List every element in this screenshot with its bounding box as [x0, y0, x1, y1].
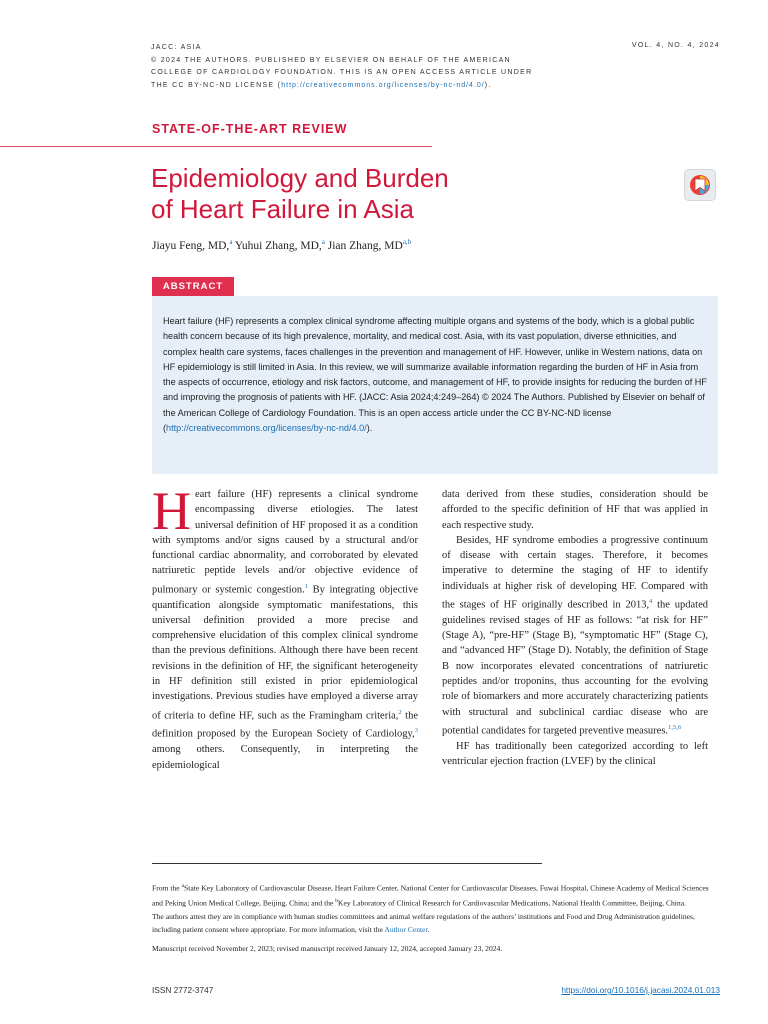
compliance-note: The authors attest they are in compliance with human studies committees and animal welfare regulations of the authors’ institutions and Food and Drug Administration guidelines, including patient consent where appropriate. For more information, visit the Author Center. [152, 912, 695, 934]
copyright-line-1: © 2024 THE AUTHORS. PUBLISHED BY ELSEVIER ON BEHALF OF THE AMERICAN [151, 56, 511, 64]
author-name[interactable]: Jian Zhang, MD [327, 239, 403, 252]
abstract-label: ABSTRACT [152, 277, 234, 296]
license-link[interactable]: http://creativecommons.org/licenses/by-nc-nd/4.0/ [281, 81, 485, 89]
reference-link[interactable]: 3 [414, 727, 418, 735]
journal-header [151, 42, 571, 92]
volume-info: VOL. 4, NO. 4, 2024 [631, 42, 720, 49]
journal-name: JACC: ASIA [151, 44, 202, 51]
manuscript-dates: Manuscript received November 2, 2023; revised manuscript received January 12, 2024, accepted January 23, 2024. [152, 944, 503, 954]
author-list [152, 238, 411, 252]
author-name[interactable]: Jiayu Feng, MD, [152, 239, 230, 252]
affiliations: From the $^a$State Key Laboratory of Cardiovascular Disease, Heart Failure Center, National Center for Cardiovascular Diseases, Fuwai Hospital, Chinese Academy of Medical Sciences and Peking Union Medical College, Beijing, China; and the $^b$Key Laboratory of Clinical Research for Cardiovascular Medications, National Health Committee, Beijing, China. [152, 883, 709, 908]
reference-link[interactable]: 4 [649, 598, 653, 606]
reference-link[interactable]: 2 [398, 708, 402, 716]
author-name[interactable]: Yuhui Zhang, MD, [234, 239, 322, 252]
affiliation-mark[interactable]: a [229, 238, 233, 246]
paragraph: data derived from these studies, consideration should be afforded to the specific definition of HF that was applied in each respective study. [442, 489, 708, 531]
reference-link[interactable]: 1 [304, 582, 309, 590]
body-column-right [442, 487, 708, 769]
paragraph: Besides, HF syndrome embodies a progressive continuum of disease with certain stages. Therefore, it becomes imperative to determine the staging of HF to identify individuals at higher risk of developing HF. Compared with the stages of HF originally described in 2013,$^4$ the updated guidelines revised stages of HF as follows: “at risk for HF” (Stage A), “pre-HF” (Stage B), “symptomatic HF” (Stage C), and “advanced HF” (Stage D). Notably, the definition of Stage B now incorporates elevated concentrations of natriuretic peptides and/or troponins, thus accounting for the evolving role of biomarkers and more accurately characterizing patients with structural and subclinical cardiac disease who are potential candidates for targeted preventive measures.$^{1,5,6}$ [442, 534, 708, 737]
crossmark-icon[interactable] [684, 169, 716, 201]
copyright-line-3: THE CC BY-NC-ND LICENSE (http://creativecommons.org/licenses/by-nc-nd/4.0/). [151, 81, 492, 89]
abstract-box [152, 296, 718, 474]
title-line-1: Epidemiology and Burden [151, 163, 449, 193]
paragraph: HF has traditionally been categorized according to left ventricular ejection fraction (LVEF) by the clinical [442, 740, 708, 768]
issn: ISSN 2772-3747 [152, 985, 214, 995]
title-line-2: of Heart Failure in Asia [151, 194, 415, 224]
article-title [151, 163, 551, 225]
paragraph: Heart failure (HF) represents a clinical syndrome encompassing diverse etiologies. The latest universal definition of HF proposed it as a condition with symptoms and/or signs caused by a structural and/or functional cardiac abnormality, and corroborated by elevated natriuretic peptide levels and/or objective evidence of pulmonary or systemic congestion.$^1$ By integrating objective quantification alongside symptomatic manifestations, this universal definition provided a more precise and comprehensive elucidation of this complex clinical syndrome than the previous definitions. Although there have been recent revisions in the definition of HF, the significant heterogeneity in HF definition still existed in prior epidemiological investigations. Previous studies have employed a diverse array of criteria to define HF, such as the Framingham criteria,$^2$ the definition proposed by the European Society of Cardiology,$^3$ among others. Consequently, in interpreting the epidemiological [152, 481, 418, 771]
license-link[interactable]: http://creativecommons.org/licenses/by-nc-nd/4.0/ [166, 423, 367, 434]
affiliation-mark[interactable]: a,b [402, 238, 412, 246]
body-column-left [152, 481, 418, 773]
footnote-rule [152, 863, 542, 864]
section-label: STATE-OF-THE-ART REVIEW [152, 122, 348, 136]
doi-link[interactable]: https://doi.org/10.1016/j.jacasi.2024.01.013 [561, 985, 720, 995]
footnotes [152, 880, 718, 957]
copyright-line-2: COLLEGE OF CARDIOLOGY FOUNDATION. THIS IS AN OPEN ACCESS ARTICLE UNDER [151, 69, 533, 77]
affiliation-mark[interactable]: a [321, 238, 325, 246]
drop-cap: H [152, 481, 191, 541]
section-rule [0, 146, 432, 147]
abstract-text: Heart failure (HF) represents a complex clinical syndrome affecting multiple organs and systems of the body, which is a global public health concern because of its high prevalence, mortality, and medical cost. Asia, with its vast population, diverse ethnicities, and complex health care systems, faces challenges in the prevention and management of HF. However, unlike in Western nations, data on HF epidemiology is still limited in Asia. In this review, we will summarize available information regarding the burden of HF in Asia from the aspects of occurrence, etiology and risk factors, outcome, and management of HF, to provide insights for reducing the burden of HF and improving the prognosis of patients with HF. (JACC: Asia 2024;4:249–264) © 2024 The Authors. Published by Elsevier on behalf of the American College of Cardiology Foundation. This is an open access article under the CC BY-NC-ND license (http://creativecommons.org/licenses/by-nc-nd/4.0/). [163, 316, 707, 434]
reference-link[interactable]: 1,5,6 [668, 723, 682, 731]
author-center-link[interactable]: Author Center [384, 924, 428, 934]
